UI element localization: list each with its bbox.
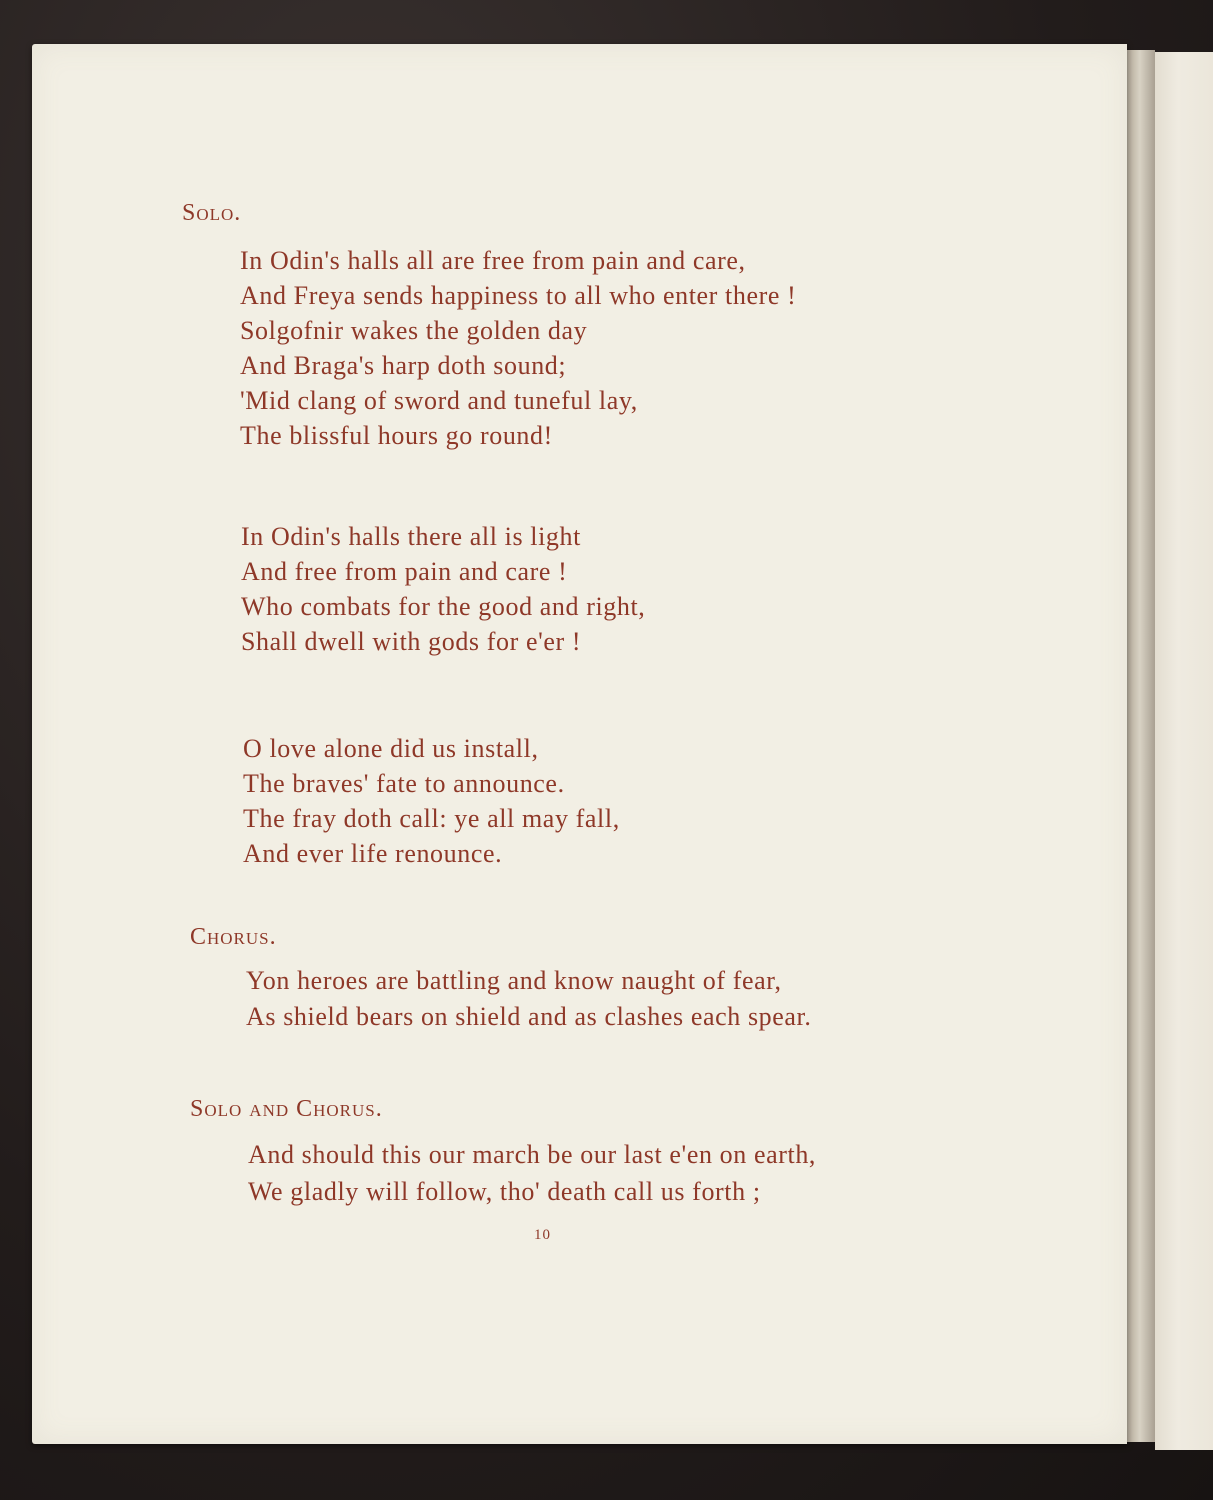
verse-line: And free from pain and care ! xyxy=(241,557,568,586)
book-page xyxy=(32,44,1127,1444)
verse-line: Who combats for the good and right, xyxy=(241,592,646,621)
verse-line: And should this our march be our last e'en on earth, xyxy=(248,1140,817,1169)
verse-line: Shall dwell with gods for e'er ! xyxy=(241,627,582,656)
section-heading-solo: Solo. xyxy=(182,200,242,226)
verse-line: In Odin's halls all are free from pain and care, xyxy=(240,246,746,275)
verse-line: 'Mid clang of sword and tuneful lay, xyxy=(240,386,638,415)
section-heading-chorus: Chorus. xyxy=(190,924,277,950)
verse-line: We gladly will follow, tho' death call us forth ; xyxy=(248,1177,761,1206)
next-page-edge xyxy=(1155,52,1213,1450)
verse-line: The braves' fate to announce. xyxy=(243,769,565,798)
verse-line: In Odin's halls there all is light xyxy=(241,522,581,551)
verse-line: And Braga's harp doth sound; xyxy=(240,351,567,380)
section-heading-solo-and-chorus: Solo and Chorus. xyxy=(190,1096,383,1122)
verse-line: Yon heroes are battling and know naught of fear, xyxy=(246,966,782,995)
verse-line: The fray doth call: ye all may fall, xyxy=(243,804,620,833)
verse-line: Solgofnir wakes the golden day xyxy=(240,316,588,345)
page-number: 10 xyxy=(534,1227,551,1243)
verse-line: O love alone did us install, xyxy=(243,734,539,763)
verse-line: As shield bears on shield and as clashes each spear. xyxy=(246,1002,812,1031)
verse-line: The blissful hours go round! xyxy=(240,421,553,450)
verse-line: And ever life renounce. xyxy=(243,839,503,868)
verse-line: And Freya sends happiness to all who enter there ! xyxy=(240,281,797,310)
